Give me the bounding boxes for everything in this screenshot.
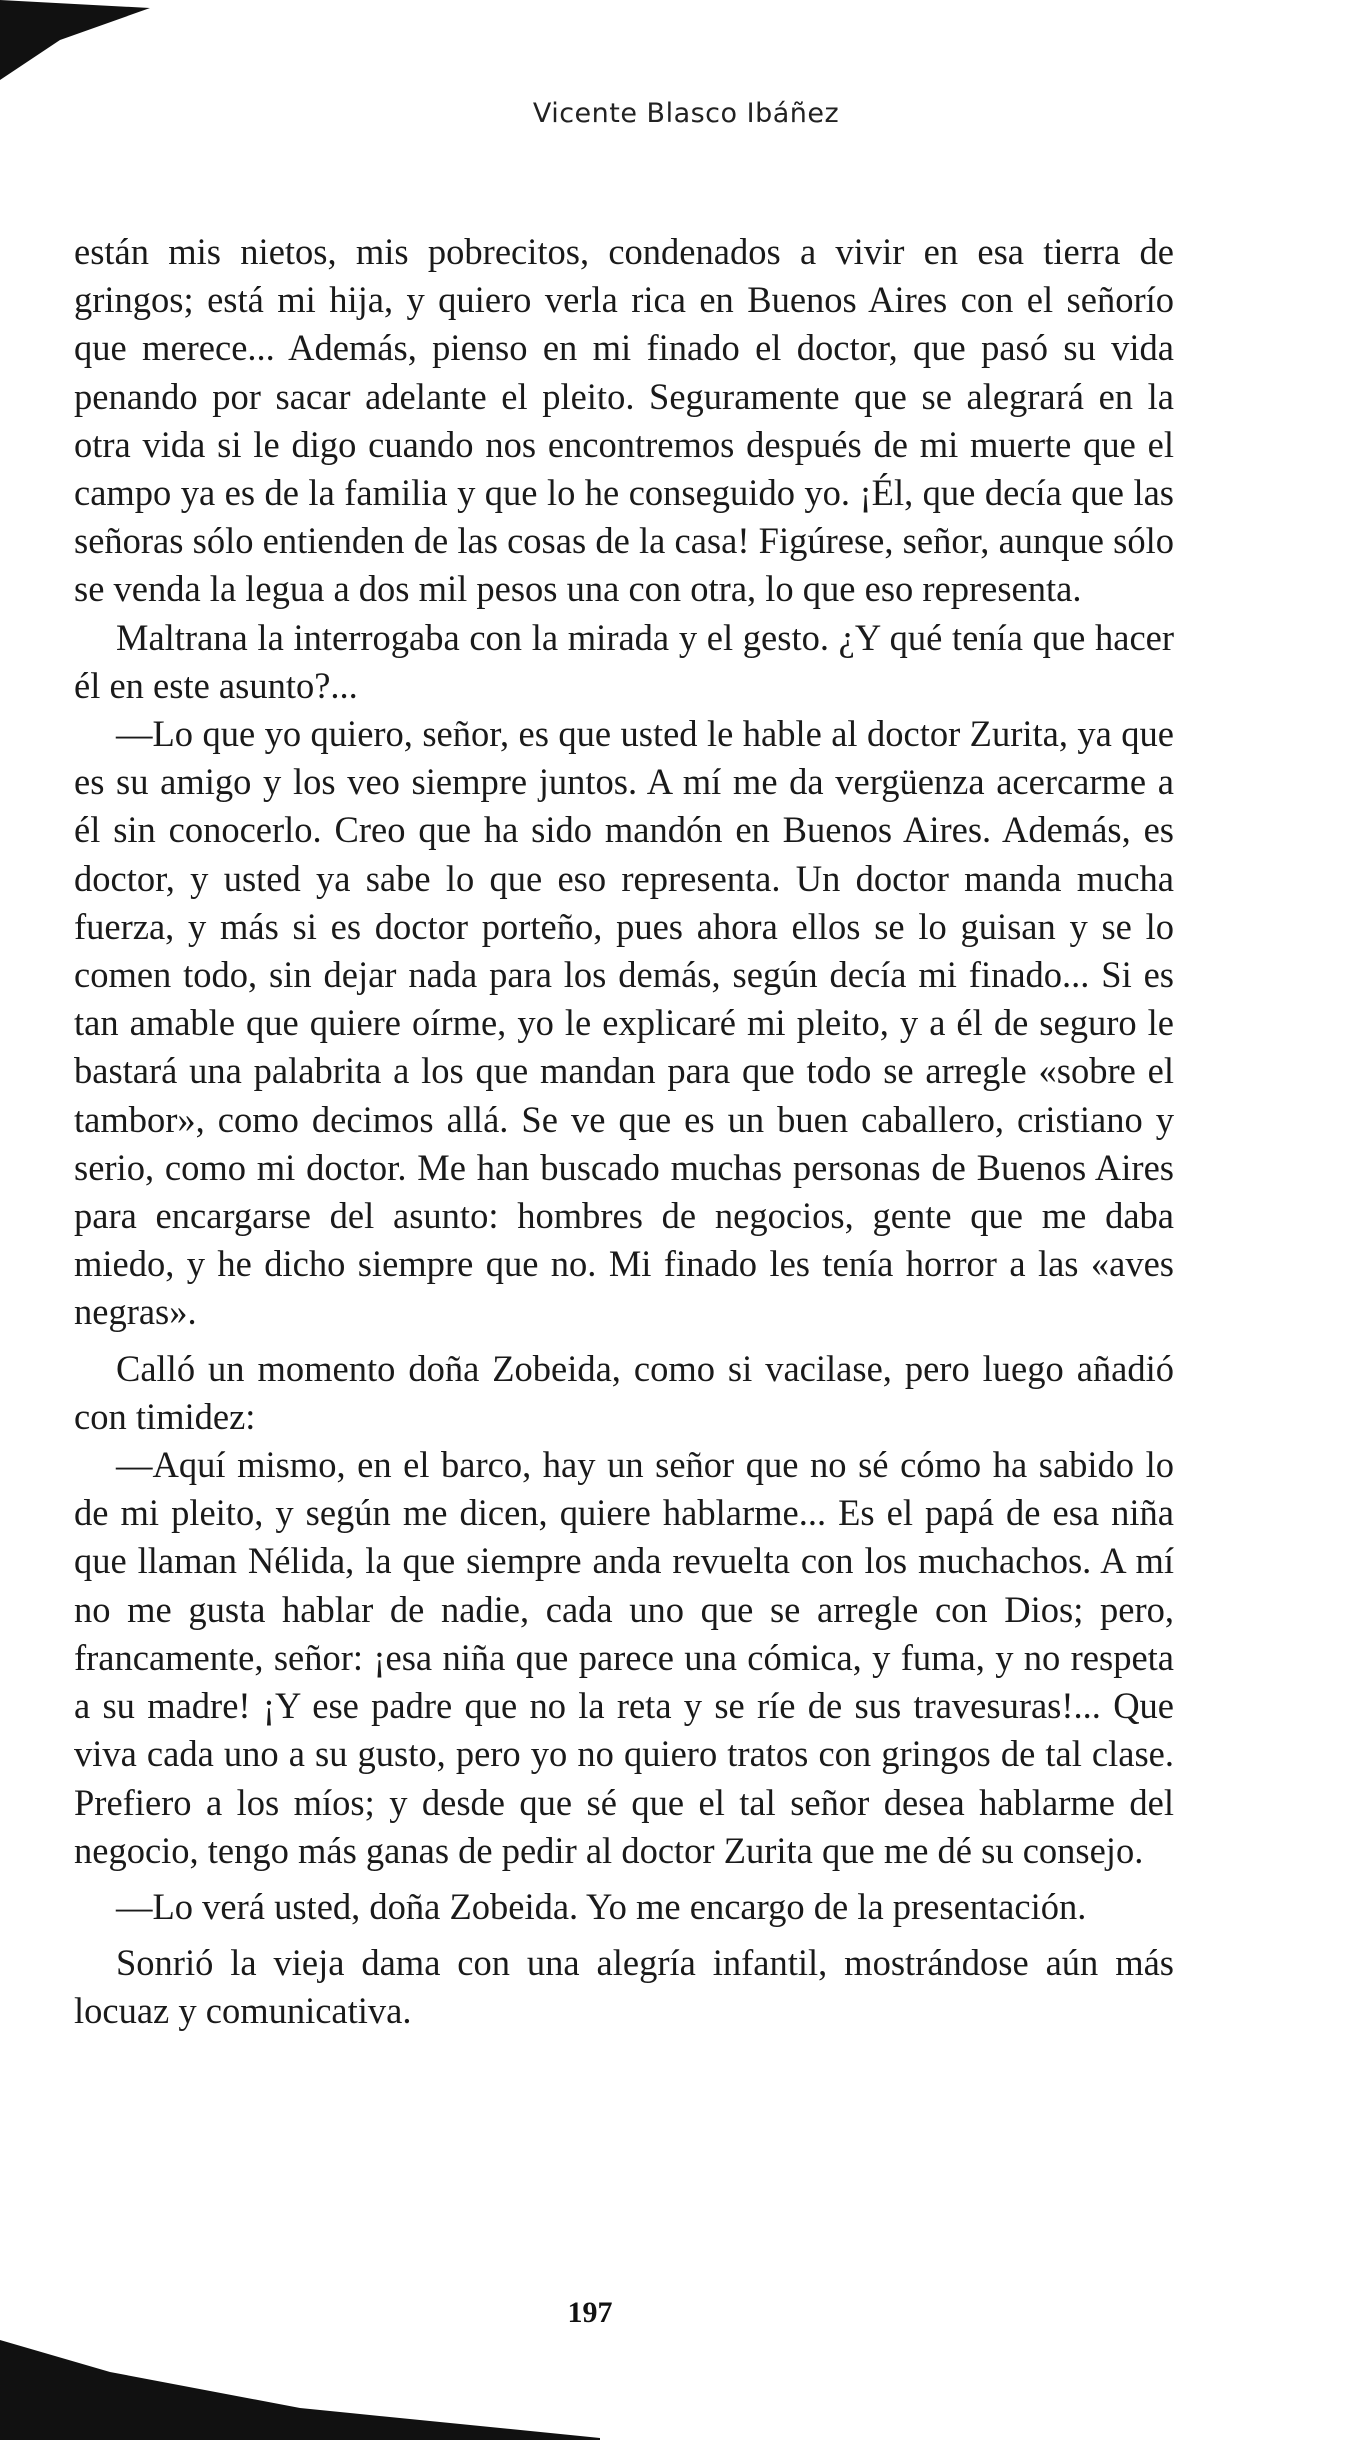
paragraph: Maltrana la interrogaba con la mirada y el gesto. ¿Y qué tenía que hacer él en este asunto?...	[74, 616, 1174, 706]
scan-shadow-bottom	[0, 2320, 600, 2440]
page-text	[74, 228, 1174, 2036]
running-head: Vicente Blasco Ibáñez	[532, 98, 840, 129]
paragraph: Sonrió la vieja dama con una alegría infantil, mostrándose aún más locuaz y comunicativa.	[74, 1942, 1174, 2032]
paragraph: —Aquí mismo, en el barco, hay un señor que no sé cómo ha sabido lo de mi pleito, y según me dicen, quiere hablarme... Es el papá de esa niña que llaman Nélida, la que siempre anda revuelta con los muchachos. A mí no me gusta hablar de nadie, cada uno que se arregle con Dios; pero, francamente, señor: ¡esa niña que parece una cómica, y fuma, y no respeta a su madre! ¡Y ese padre que no la reta y se ríe de sus travesuras!... Que viva cada uno a su gusto, pero yo no quiero tratos con gringos de tal clase. Prefiero a los míos; y desde que sé que el tal señor desea hablarme del negocio, tengo más ganas de pedir al doctor Zurita que me dé su consejo.	[74, 1444, 1174, 1871]
page-number: 197	[567, 2296, 613, 2329]
paragraph: están mis nietos, mis pobrecitos, condenados a vivir en esa tierra de gringos; está mi hija, y quiero verla rica en Buenos Aires con el señorío que merece... Además, pienso en mi finado el doctor, que pasó su vida penando por sacar adelante el pleito. Seguramente que se alegrará en la otra vida si le digo cuando nos encontremos después de mi muerte que el campo ya es de la familia y que lo he conseguido yo. ¡Él, que decía que las señoras sólo entienden de las cosas de la casa! Figúrese, señor, aunque sólo se venda la legua a dos mil pesos una con otra, lo que eso representa.	[74, 231, 1174, 610]
paragraph: —Lo que yo quiero, señor, es que usted le hable al doctor Zurita, ya que es su amigo y los veo siempre juntos. A mí me da vergüenza acercarme a él sin conocerlo. Creo que ha sido mandón en Buenos Aires. Además, es doctor, y usted ya sabe lo que eso representa. Un doctor manda mucha fuerza, y más si es doctor porteño, pues ahora ellos se lo guisan y se lo comen todo, sin dejar nada para los demás, según decía mi finado... Si es tan amable que quiere oírme, yo le explicaré mi pleito, y a él de seguro le bastará una palabrita a los que mandan para que todo se arregle «sobre el tambor», como decimos allá. Se ve que es un buen caballero, cristiano y serio, como mi doctor. Me han buscado muchas personas de Buenos Aires para encargarse del asunto: hombres de negocios, gente que me daba miedo, y he dicho siempre que no. Mi finado les tenía horror a las «aves negras».	[74, 713, 1174, 1333]
paragraph: —Lo verá usted, doña Zobeida. Yo me encargo de la presentación.	[116, 1885, 1087, 1927]
paragraph: Calló un momento doña Zobeida, como si vacilase, pero luego añadió con timidez:	[74, 1347, 1174, 1437]
scan-shadow-top	[0, 0, 150, 90]
